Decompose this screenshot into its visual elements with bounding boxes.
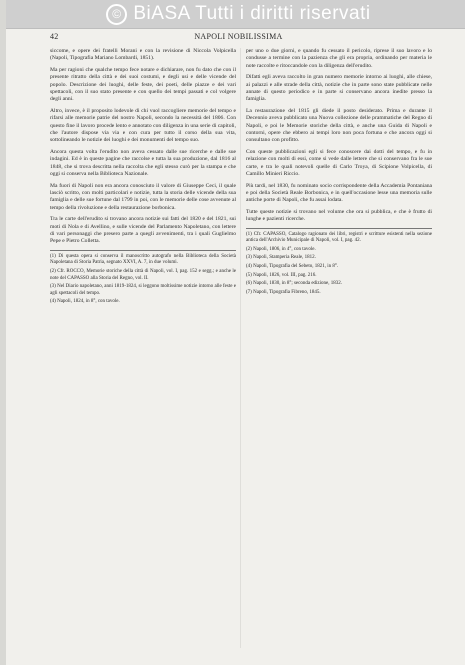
paragraph: siccome, e opere dei fratelli Morani e con la revisione di Niccola Volpicella (Napoli, Tipografia Mariano Lombardi, 1851). <box>50 48 236 62</box>
footnote-divider <box>246 228 432 229</box>
right-column <box>246 48 432 648</box>
paragraph: Ma fuori di Napoli non era ancora conosciuto il valore di Giuseppe Ceci, il quale lasciò scritto, con molti particolari e notizie, tutta la storia delle vicende della sua famiglia e delle sue fortune dal 1799 in poi, con le memorie delle cose avvenute al tempo della rivoluzione e della restaurazione borbonica. <box>50 182 236 211</box>
footnote: (3) Napoli, Stamperia Reale, 1812. <box>246 255 316 261</box>
watermark-text: BiASA Tutti i diritti riservati <box>133 3 371 24</box>
footnote: (7) Napoli, Tipografia Fibreno, 1845. <box>246 289 321 295</box>
running-title: NAPOLI NOBILISSIMA <box>194 32 283 41</box>
footnote: (1) Cfr. CAPASSO, Catalogo ragionato dei libri, registri e scritture esistenti nella sezione antica dell'Archivio Municipale di Napoli, vol. I, pag. 42. <box>246 231 432 244</box>
footnote: (4) Napoli, Tipografia del Sebeto, 1821, in 8°. <box>246 263 339 269</box>
paragraph: Altro, invece, è il proposito lodevole di chi vuol raccogliere memorie del tempo e rifarsi alle memorie patrie del nostro Napoli, secondo la necessità del 1806. Con questo fine il lavoro procede lento e annotato con diligenza in una serie di capitoli, che l'autore dispose via via e con cura per tutto il corso della sua vita, sottolineando le notizie dei luoghi e dei monumenti del tempo suo. <box>50 107 236 144</box>
paragraph: per uno o due giorni, e quando fu cessato il pericolo, riprese il suo lavoro e lo condusse a termine con la pazienza che gli era propria, ordinando per materia le note raccolte e ritoccandole con la diligenza dell'erudito. <box>246 48 432 69</box>
footnote-divider <box>50 250 236 251</box>
footnote: (5) Napoli, 1826, vol. III, pag. 216. <box>246 272 317 278</box>
paragraph: Più tardi, nel 1830, fu nominato socio corrispondente della Accademia Pontaniana e poi della Società Reale Borbonica, e in quell'occasione lesse una memoria sulle antiche porte di Napoli, che fu assai lodata. <box>246 182 432 204</box>
right-body <box>246 48 432 224</box>
left-body <box>50 48 236 246</box>
watermark-banner <box>6 0 465 29</box>
paragraph: Difatti egli aveva raccolto in gran numero memorie intorno ai luoghi, alle chiese, ai palazzi e alle strade della città, notizie che in parte sono state pubblicate nelle annate di questo periodico e in parte si conservano ancora inedite presso la famiglia. <box>246 74 432 103</box>
footnote: (3) Nel Diario napoletano, anni 1819-1824, si leggono moltissime notizie intorno alle feste e agli spettacoli del tempo. <box>50 284 236 296</box>
paragraph: Tutte queste notizie si trovano nel volume che ora si pubblica, e che è frutto di lunghe e pazienti ricerche. <box>246 208 432 223</box>
column-gutter <box>240 48 241 648</box>
page-header <box>50 32 427 44</box>
paragraph: La restaurazione del 1815 gli diede il posto desiderato. Prima e durante il Decennio aveva pubblicato una Nuova collezione delle prammatiche del Regno di Napoli, e poi le Memorie storiche della città, e anche una Guida di Napoli e contorni, opere che ebbero ai tempi loro non poca fortuna e che ancora oggi si consultano con profitto. <box>246 107 432 144</box>
left-footnotes <box>50 254 236 306</box>
left-column <box>50 48 236 648</box>
footnote: (2) Cfr. ROCCO, Memorie storiche della città di Napoli, vol. I, pag. 152 e segg.; e anche le note del CAPASSO alla Storia del Regno, vol. II. <box>50 268 236 281</box>
footnote: (6) Napoli, 1830, in 8°; seconda edizione, 1832. <box>246 281 343 287</box>
footnote: (4) Napoli, 1824, in 8°, con tavole. <box>50 299 120 305</box>
paragraph: Con queste pubblicazioni egli si fece conoscere dai dotti del tempo, e fu in relazione con molti di essi, come si vede dalle lettere che si conservano fra le sue carte, e tra le quali notevoli quelle di Carlo Troya, di Scipione Volpicella, di Camillo Minieri Riccio. <box>246 148 432 178</box>
paragraph: Tra le carte dell'erudito si trovano ancora notizie sui fatti del 1820 e del 1821, sui moti di Nola e di Avellino, e sulle vicende del Parlamento Napoletano, con lettere di vari personaggi che presero parte a quegli avvenimenti, tra i quali Guglielmo Pepe e Pietro Colletta. <box>50 216 236 245</box>
footnote: (1) Di questa opera si conserva il manoscritto autografo nella Biblioteca della Società Napoletana di Storia Patria, segnato XXVI, A. 7, in due volumi. <box>50 253 236 266</box>
copyright-mark: © <box>106 4 127 25</box>
right-footnotes <box>246 232 432 297</box>
paragraph: Ancora questa volta l'erudito non aveva cessato dalle sue ricerche e dalle sue indagini. Ed è in queste pagine che raccolse e tutta la sua produzione, dal 1816 al 1848, che si trova descritta nella raccolta che egli stesso curò per la stampa e che oggi si conserva nella Biblioteca Nazionale. <box>50 148 236 178</box>
paragraph: Ma per ragioni che qualche tempo fece notare e dichiarare, non fu dato che con il presente ritratto della città e dei suoi costumi, e degli usi e delle vicende del popolo. Descrizione dei luoghi, delle feste, dei poeti, delle piazze e dei vari spettacoli, con il suo stato presente e con quello dei tempi passati e col volgere degli anni. <box>50 66 236 103</box>
page-number: 42 <box>50 32 59 41</box>
footnote: (2) Napoli, 1806, in 4°, con tavole. <box>246 246 316 252</box>
